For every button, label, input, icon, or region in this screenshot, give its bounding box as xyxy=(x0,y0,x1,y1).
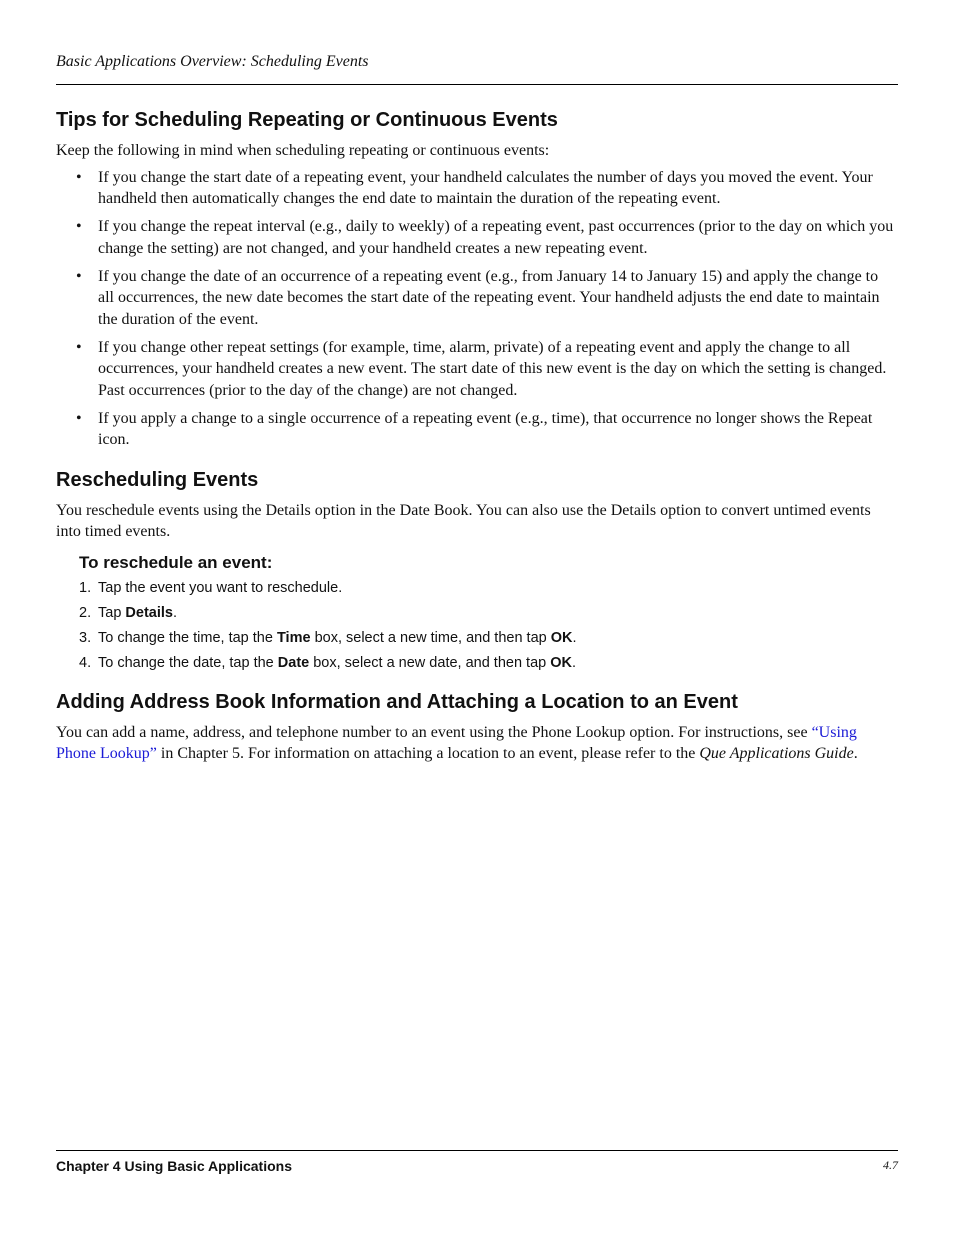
heading-address-book: Adding Address Book Information and Attaching a Location to an Event xyxy=(56,690,738,713)
header-rule xyxy=(56,84,898,85)
bullet: • xyxy=(76,409,82,427)
list-item: • If you change the date of an occurrence of a repeating event (e.g., from January 14 to January 15) and apply the change to all occurrences, the new date becomes the start date of the repeating event. Your handheld adjusts the end date to maintain the duration of the event. xyxy=(76,267,880,328)
list-item: • If you change the repeat interval (e.g., daily to weekly) of a repeating event, past occurrences (prior to the day on which you change the setting) are not changed, and your handheld creates a new repeating event. xyxy=(76,218,894,257)
bullet: • xyxy=(76,267,82,285)
footer-rule xyxy=(56,1150,898,1151)
address-book-body: You can add a name, address, and telephone number to an event using the Phone Lookup option. For instructions, see “Using Phone Lookup” in Chapter 5. For information on attaching a location to an event, please refer to the Que Applications Guide. xyxy=(56,723,858,762)
list-item: 1. Tap the event you want to reschedule. xyxy=(79,579,343,596)
using-phone-lookup-link[interactable]: “Using Phone Lookup” xyxy=(56,723,857,762)
running-header: Basic Applications Overview: Scheduling Events xyxy=(56,53,369,70)
list-item: 2. Tap Details. xyxy=(79,604,178,621)
tips-list xyxy=(56,167,898,451)
steps-list xyxy=(56,578,898,674)
page-number: 4.7 xyxy=(883,1158,898,1172)
heading-rescheduling: Rescheduling Events xyxy=(56,468,259,491)
list-item: 3. To change the time, tap the Time box, select a new time, and then tap OK. xyxy=(79,629,577,646)
tips-intro: Keep the following in mind when scheduling repeating or continuous events: xyxy=(56,142,550,159)
bullet: • xyxy=(76,168,82,186)
list-item: • If you apply a change to a single occurrence of a repeating event (e.g., time), that occurrence no longer shows the Repeat icon. xyxy=(76,409,873,448)
footer-chapter: Chapter 4 Using Basic Applications xyxy=(56,1158,292,1174)
heading-tips: Tips for Scheduling Repeating or Continuous Events xyxy=(56,109,558,131)
bullet: • xyxy=(76,218,82,235)
list-item: • If you change the start date of a repeating event, your handheld calculates the number of days you moved the event. Your handheld then automatically changes the end date to maintain the duration of the repeating event. xyxy=(76,168,873,207)
page-content xyxy=(56,106,898,765)
rescheduling-body: You reschedule events using the Details option in the Date Book. You can also use the Details option to convert untimed events into timed events. xyxy=(56,501,871,540)
list-item: • If you change other repeat settings (for example, time, alarm, private) of a repeating event and apply the change to all occurrences, your handheld creates a new event. The start date of this new event is the day on which the setting is changed. Past occurrences (prior to the day of the change) are not changed. xyxy=(76,338,887,399)
procedure-title: To reschedule an event: xyxy=(79,552,273,572)
list-item: 4. To change the date, tap the Date box, select a new date, and then tap OK. xyxy=(79,654,577,671)
bullet: • xyxy=(76,338,82,356)
